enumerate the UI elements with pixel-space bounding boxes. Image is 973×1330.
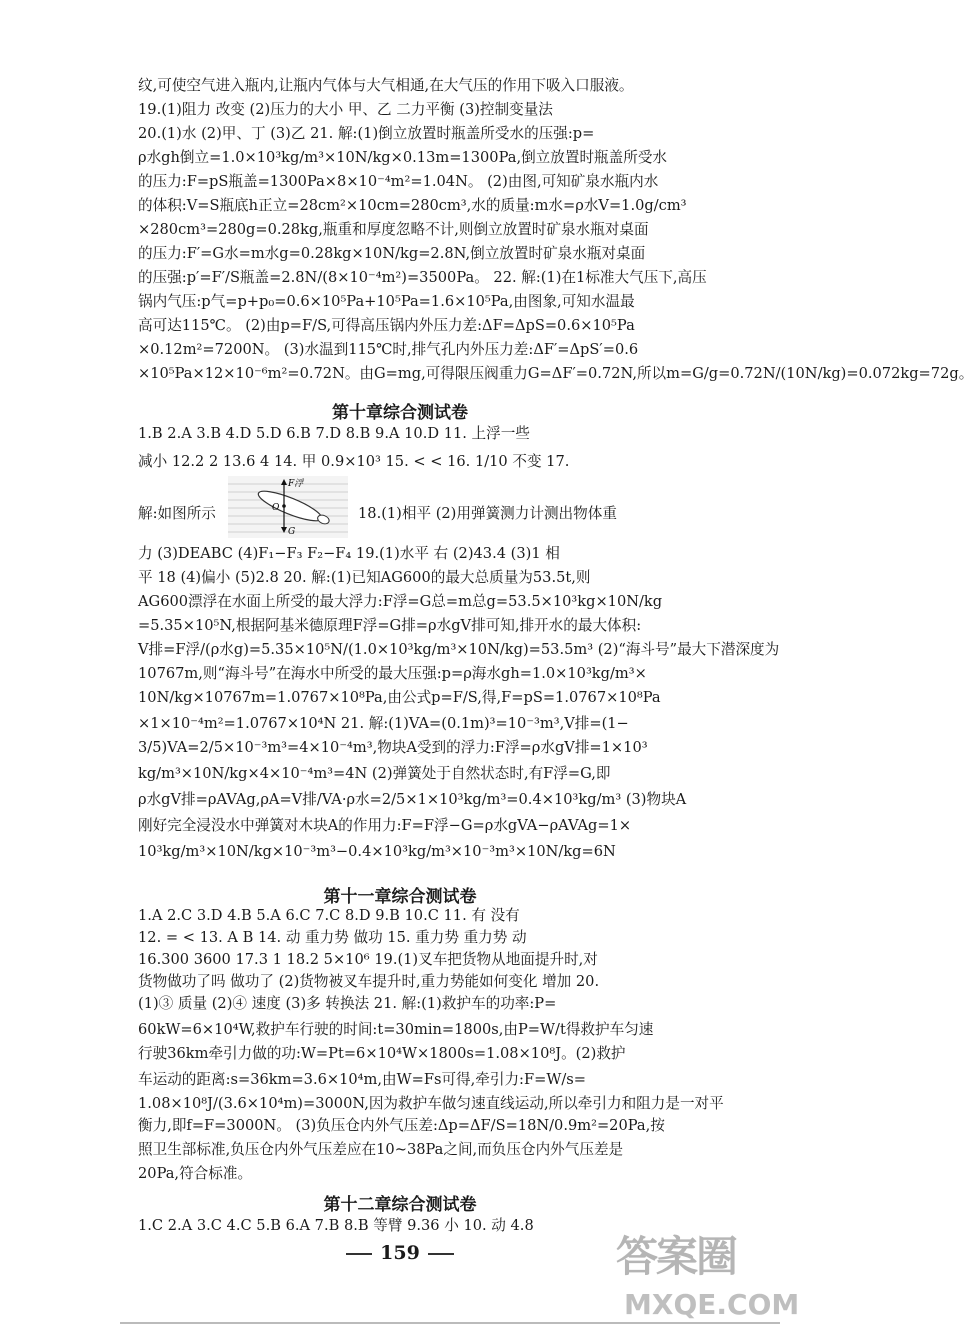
text-line: V排=F浮/(ρ水g)=5.35×10⁵N/(1.0×10³kg/m³×10N/kg)=53.5m³ (2)“海斗号”最大下潜深度为	[138, 641, 780, 658]
text-line: 货物做功了吗 做功了 (2)货物被叉车提升时,重力势能如何变化 增加 20.	[138, 973, 600, 990]
text-line: 锅内气压:p气=p+p₀=0.6×10⁵Pa+10⁵Pa=1.6×10⁵Pa,由图象,可知水温最	[138, 293, 635, 310]
text-line: 车运动的距离:s=36km=3.6×10⁴m,由W=Fs可得,牵引力:F=W/s=	[138, 1071, 586, 1088]
text-line: 的压强:p′=F′/S瓶盖=2.8N/(8×10⁻⁴m²)=3500Pa。 22. 解:(1)在1标准大气压下,高压	[138, 269, 707, 286]
text-line: 的体积:V=S瓶底h正立=28cm²×10cm=280cm³,水的质量:m水=ρ水V=1.0g/cm³	[138, 197, 687, 214]
text-line: 1.C 2.A 3.C 4.C 5.B 6.A 7.B 8.B 等臂 9.36 小 10. 动 4.8	[138, 1217, 534, 1234]
bottom-divider	[120, 1322, 780, 1324]
section-heading: 第十二章综合测试卷	[323, 1195, 477, 1215]
text-line: ρ水gh倒立=1.0×10³kg/m³×10N/kg×0.13m=1300Pa,倒立放置时瓶盖所受水	[138, 149, 668, 166]
text-line: ×1×10⁻⁴m²=1.0767×10⁴N 21. 解:(1)VA=(0.1m)³=10⁻³m³,V排=(1−	[138, 715, 629, 732]
text-line: 60kW=6×10⁴W,救护车行驶的时间:t=30min=1800s,由P=W/t得救护车匀速	[138, 1021, 654, 1038]
text-line: ×10⁵Pa×12×10⁻⁶m²=0.72N。由G=mg,可得限压阀重力G=ΔF′=0.72N,所以m=G/g=0.72N/(10N/kg)=0.072kg=72g。	[138, 365, 973, 382]
text-line: =5.35×10⁵N,根据阿基米德原理F浮=G排=ρ水gV排可知,排开水的最大体积:	[138, 617, 642, 634]
text-line: 10N/kg×10767m=1.0767×10⁸Pa,由公式p=F/S,得,F=pS=1.0767×10⁸Pa	[138, 689, 661, 706]
text-line: kg/m³×10N/kg×4×10⁻⁴m³=4N (2)弹簧处于自然状态时,有F浮=G,即	[138, 765, 611, 782]
section-heading: 第十一章综合测试卷	[323, 887, 477, 907]
text-line: 1.B 2.A 3.B 4.D 5.D 6.B 7.D 8.B 9.A 10.D 11. 上浮一些	[138, 425, 530, 442]
text-line: 1.A 2.C 3.D 4.B 5.A 6.C 7.C 8.D 9.B 10.C 11. 有 没有	[138, 907, 520, 924]
text-line: 力 (3)DEABC (4)F₁−F₃ F₂−F₄ 19.(1)水平 右 (2)43.4 (3)1 相	[138, 545, 560, 562]
text-line: 3/5)VA=2/5×10⁻³m³=4×10⁻⁴m³,物块A受到的浮力:F浮=ρ水gV排=1×10³	[138, 739, 648, 756]
text-line: 照卫生部标准,负压仓内外气压差应在10~38Pa之间,而负压仓内外气压差是	[138, 1141, 624, 1158]
buoyancy-label: F浮	[288, 479, 304, 489]
text-line: 行驶36km牵引力做的功:W=Pt=6×10⁴W×1800s=1.08×10⁸J。(2)救护	[138, 1045, 626, 1062]
text-line: (1)③ 质量 (2)④ 速度 (3)多 转换法 21. 解:(1)救护车的功率:P=	[138, 995, 557, 1012]
text-line: 的压力:F=pS瓶盖=1300Pa×8×10⁻⁴m²=1.04N。 (2)由图,可知矿泉水瓶内水	[138, 173, 659, 190]
text-line: 高可达115℃。 (2)由p=F/S,可得高压锅内外压力差:ΔF=ΔpS=0.6×10⁵Pa	[138, 317, 635, 334]
text-line: 的压力:F′=G水=m水g=0.28kg×10N/kg=2.8N,倒立放置时矿泉水瓶对桌面	[138, 245, 646, 262]
text-line: 解:如图所示	[138, 505, 216, 522]
text-line: 16.300 3600 17.3 1 18.2 5×10⁶ 19.(1)叉车把货物从地面提升时,对	[138, 951, 598, 968]
text-line: 20Pa,符合标准。	[138, 1165, 253, 1182]
text-line: 19.(1)阻力 改变 (2)压力的大小 甲、乙 二力平衡 (3)控制变量法	[138, 101, 553, 118]
text-line: 10³kg/m³×10N/kg×10⁻³m³−0.4×10³kg/m³×10⁻³m³×10N/kg=6N	[138, 843, 616, 860]
page-number: 159	[0, 1242, 800, 1264]
text-line: 减小 12.2 2 13.6 4 14. 甲 0.9×10³ 15. < < 16. 1/10 不变 17.	[138, 453, 570, 470]
text-line: ×280cm³=280g=0.28kg,瓶重和厚度忽略不计,则倒立放置时矿泉水瓶对桌面	[138, 221, 649, 238]
gravity-label: G	[288, 527, 296, 537]
buoyancy-force-diagram	[228, 476, 348, 538]
text-line: ×0.12m²=7200N。 (3)水温到115℃时,排气孔内外压力差:ΔF′=ΔpS′=0.6	[138, 341, 639, 358]
text-line: 20.(1)水 (2)甲、丁 (3)乙 21. 解:(1)倒立放置时瓶盖所受水的压强:p=	[138, 125, 595, 142]
text-line: 18.(1)相平 (2)用弹簧测力计测出物体重	[358, 505, 617, 522]
text-line: 刚好完全浸没水中弹簧对木块A的作用力:F=F浮−G=ρ水gVA−ρAVAg=1×	[138, 817, 632, 834]
center-label: O	[272, 503, 280, 513]
watermark-logo: 答案圈 MXQE.COM	[616, 1232, 800, 1321]
text-line: 纹,可使空气进入瓶内,让瓶内气体与大气相通,在大气压的作用下吸入口服液。	[138, 77, 634, 94]
text-line: ρ水gV排=ρAVAg,ρA=V排/VA·ρ水=2/5×1×10³kg/m³=0.4×10³kg/m³ (3)物块A	[138, 791, 687, 808]
text-line: 10767m,则“海斗号”在海水中所受的最大压强:p=ρ海水gh=1.0×10³kg/m³×	[138, 665, 647, 682]
text-line: 衡力,即f=F=3000N。 (3)负压仓内外气压差:Δp=ΔF/S=18N/0.9m²=20Pa,按	[138, 1117, 665, 1134]
text-line: 1.08×10⁸J/(3.6×10⁴m)=3000N,因为救护车做匀速直线运动,所以牵引力和阻力是一对平	[138, 1095, 724, 1112]
text-line: AG600漂浮在水面上所受的最大浮力:F浮=G总=m总g=53.5×10³kg×10N/kg	[138, 593, 663, 610]
section-heading: 第十章综合测试卷	[332, 403, 468, 423]
text-line: 平 18 (4)偏小 (5)2.8 20. 解:(1)已知AG600的最大总质量为53.5t,则	[138, 569, 591, 586]
text-line: 12. = < 13. A B 14. 动 重力势 做功 15. 重力势 重力势 动	[138, 929, 527, 946]
